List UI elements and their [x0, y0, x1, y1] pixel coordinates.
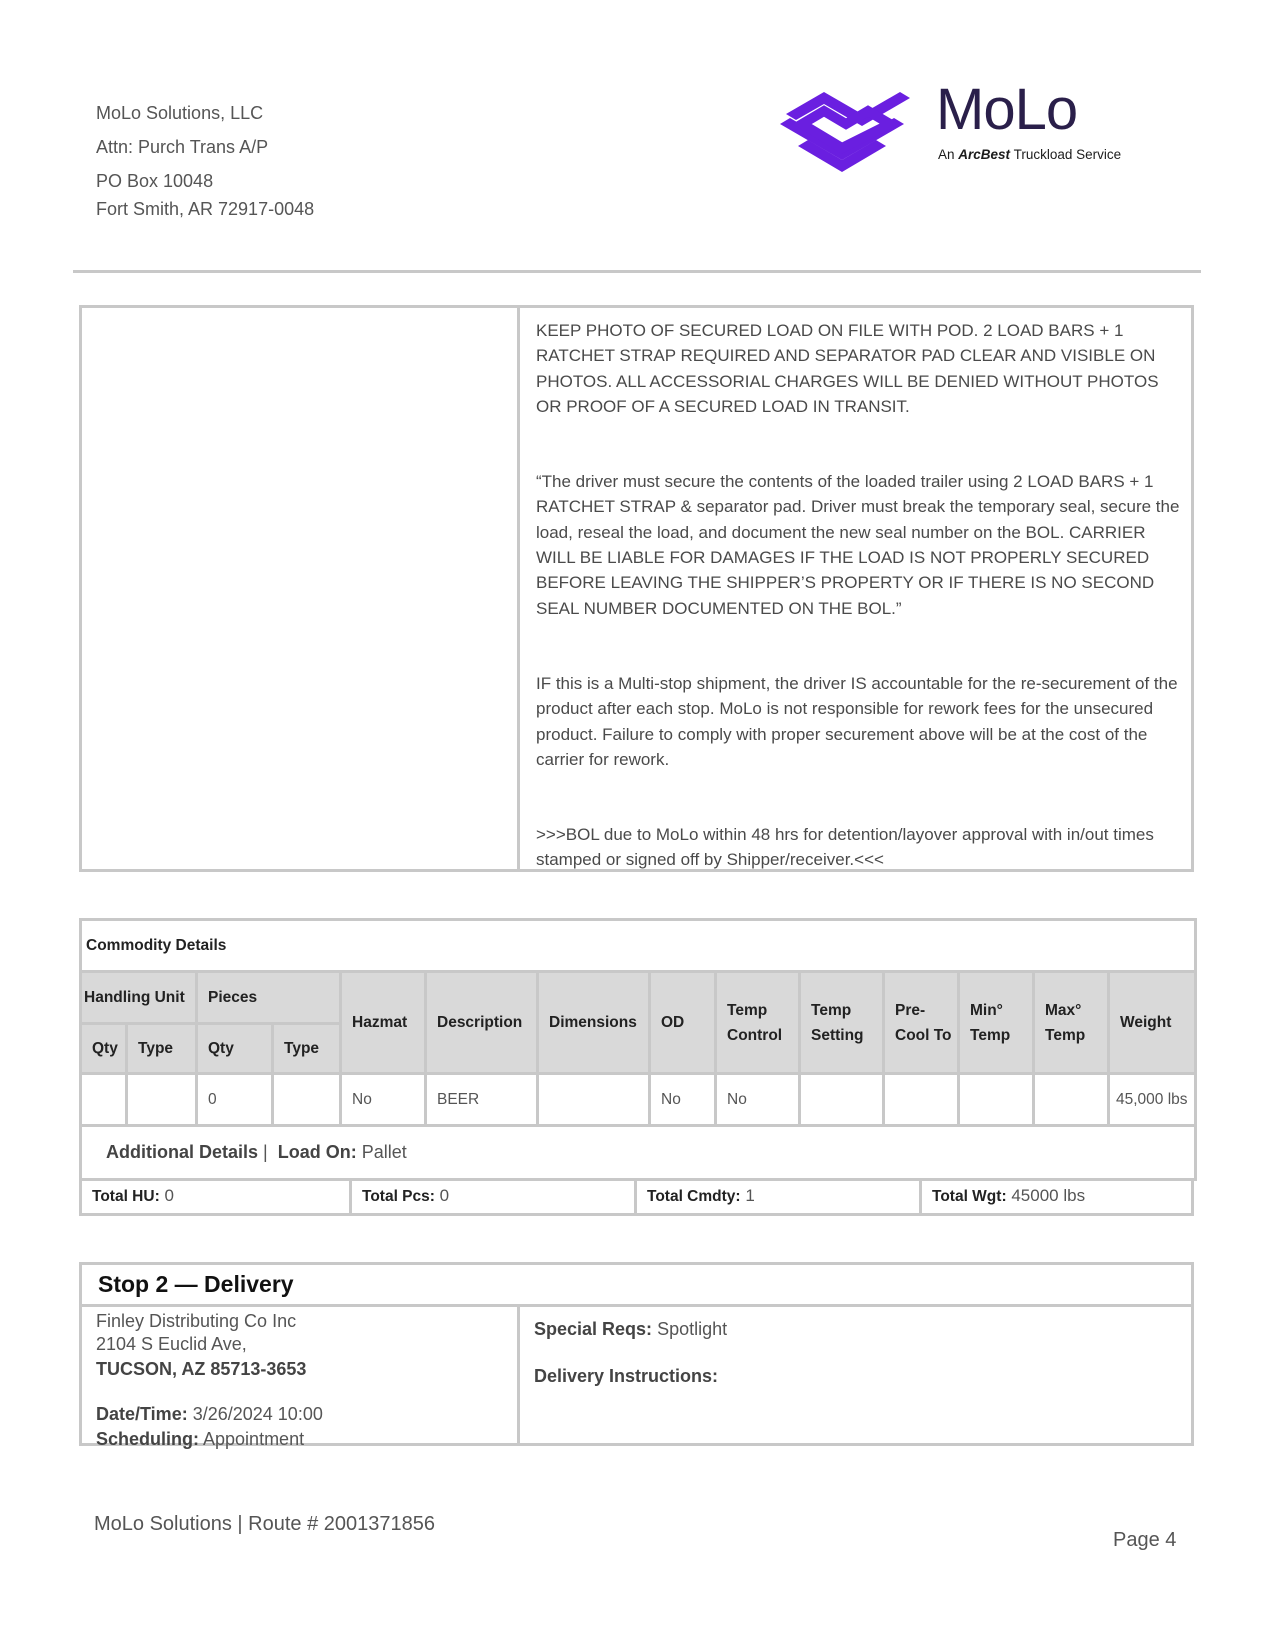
stop-title: Stop 2 — Delivery	[98, 1271, 294, 1297]
logo-tagline-suffix: Truckload Service	[1013, 147, 1122, 162]
address-line: Fort Smith, AR 72917-0048	[96, 199, 315, 219]
total-wgt	[919, 1181, 1191, 1213]
cell-od: No	[650, 1074, 716, 1126]
stop-city-state-zip: TUCSON, AZ 85713-3653	[96, 1359, 307, 1379]
col-header-temp-control: Temp Control	[716, 972, 800, 1074]
cell-pre-cool-to	[884, 1074, 959, 1126]
cell-pcs-type	[273, 1074, 341, 1126]
delivery-instructions-label: Delivery Instructions:	[534, 1366, 719, 1386]
total-pcs-label: Total Pcs:	[362, 1188, 435, 1205]
carrier-notes-box	[79, 305, 1194, 872]
stop-datetime	[96, 1403, 323, 1426]
stop-divider	[82, 1304, 1191, 1307]
notes-paragraph: >>>BOL due to MoLo within 48 hrs for detention/layover approval with in/out times stamped or signed off by Shipper/receiver.<<<	[536, 825, 1154, 870]
cell-min-temp	[959, 1074, 1034, 1126]
col-header-pcs-type: Type	[273, 1024, 341, 1074]
cell-weight: 45,000 lbs	[1109, 1074, 1196, 1126]
col-header-pre-cool-to: Pre-Cool To	[884, 972, 959, 1074]
notes-paragraph: IF this is a Multi-stop shipment, the driver IS accountable for the re-securement of the product after each stop. MoLo is not responsible for rework fees for the unsecured product. Failure to comply with proper securement above will be at the cost of the carrier for rework.	[536, 673, 1178, 769]
total-hu-value: 0	[164, 1186, 174, 1205]
separator: |	[263, 1142, 268, 1162]
notes-paragraph: “The driver must secure the contents of the loaded trailer using 2 LOAD BARS + 1 RATCHET STRAP & separator pad. Driver must break the temporary seal, secure the load, reseal the load, and document the new seal number on the BOL. CARRIER WILL BE LIABLE FOR DAMAGES IF THE LOAD IS NOT PROPERLY SECURED BEFORE LEAVING THE SHIPPER’S PROPERTY OR IF THERE IS NO SECOND SEAL NUMBER DOCUMENTED ON THE BOL.”	[536, 472, 1180, 618]
special-reqs-value: Spotlight	[657, 1319, 728, 1339]
total-cmdty-label: Total Cmdty:	[647, 1188, 741, 1205]
special-reqs	[534, 1319, 727, 1340]
col-header-max-temp: Max° Temp	[1034, 972, 1109, 1074]
col-header-hu-type: Type	[127, 1024, 197, 1074]
address-line: Attn: Purch Trans A/P	[96, 137, 269, 157]
stop-datetime-value: 3/26/2024 10:00	[192, 1404, 323, 1424]
notes-column-divider	[517, 308, 520, 869]
additional-details	[81, 1126, 1196, 1180]
stop-requirements	[534, 1319, 727, 1387]
logo-tagline-brand: ArcBest	[958, 147, 1011, 162]
notes-text	[536, 318, 1181, 873]
table-row	[81, 1074, 1196, 1126]
stop-datetime-label: Date/Time:	[96, 1404, 188, 1424]
col-header-weight: Weight	[1109, 972, 1196, 1074]
logo-wordmark: MoLo	[936, 77, 1078, 142]
stop-address	[96, 1310, 323, 1451]
col-header-handling-unit: Handling Unit	[81, 972, 197, 1024]
commodity-table	[79, 918, 1197, 1181]
cell-temp-control: No	[716, 1074, 800, 1126]
header-divider	[73, 270, 1201, 273]
company-logo	[778, 77, 1178, 176]
cell-max-temp	[1034, 1074, 1109, 1126]
stop-scheduling	[96, 1428, 323, 1451]
load-on-label: Load On:	[277, 1142, 357, 1162]
col-header-pieces: Pieces	[197, 972, 341, 1024]
notes-paragraph: KEEP PHOTO OF SECURED LOAD ON FILE WITH POD. 2 LOAD BARS + 1 RATCHET STRAP REQUIRED AND SEPARATOR PAD CLEAR AND VISIBLE ON PHOTOS. ALL ACCESSORIAL CHARGES WILL BE DENIED WITHOUT PHOTOS OR PROOF OF A SECURED LOAD IN TRANSIT.	[536, 321, 1159, 416]
stop-column-divider	[517, 1307, 520, 1446]
stop-box	[79, 1262, 1194, 1449]
footer-route: MoLo Solutions | Route # 2001371856	[94, 1513, 436, 1535]
col-header-od: OD	[650, 972, 716, 1074]
cell-dimensions	[538, 1074, 650, 1126]
load-on-value: Pallet	[361, 1142, 407, 1162]
address-line: PO Box 10048	[96, 171, 214, 191]
stop-company: Finley Distributing Co Inc	[96, 1311, 297, 1331]
col-header-description: Description	[426, 972, 538, 1074]
total-pcs	[349, 1181, 634, 1213]
col-header-pcs-qty: Qty	[197, 1024, 273, 1074]
commodity-title: Commodity Details	[81, 920, 1196, 972]
molo-chevron-logo-icon	[778, 84, 918, 176]
cell-pcs-qty: 0	[197, 1074, 273, 1126]
total-cmdty-value: 1	[745, 1186, 755, 1205]
total-wgt-value: 45000 lbs	[1011, 1186, 1086, 1205]
col-header-dimensions: Dimensions	[538, 972, 650, 1074]
total-hu-label: Total HU:	[92, 1188, 160, 1205]
cell-description: BEER	[426, 1074, 538, 1126]
stop-scheduling-label: Scheduling:	[96, 1429, 199, 1449]
stop-scheduling-value: Appointment	[203, 1429, 305, 1449]
total-hu	[82, 1181, 349, 1213]
col-header-hu-qty: Qty	[81, 1024, 127, 1074]
cell-hu-qty	[81, 1074, 127, 1126]
cell-temp-setting	[800, 1074, 884, 1126]
stop-street: 2104 S Euclid Ave,	[96, 1334, 247, 1354]
address-line: MoLo Solutions, LLC	[96, 103, 264, 123]
col-header-hazmat: Hazmat	[341, 972, 426, 1074]
logo-tagline	[938, 147, 1121, 162]
total-wgt-label: Total Wgt:	[932, 1188, 1007, 1205]
additional-details-label: Additional Details	[106, 1142, 259, 1162]
col-header-temp-setting: Temp Setting	[800, 972, 884, 1074]
special-reqs-label: Special Reqs:	[534, 1319, 653, 1339]
commodity-totals	[79, 1181, 1194, 1216]
col-header-min-temp: Min° Temp	[959, 972, 1034, 1074]
logo-tagline-prefix: An	[938, 147, 955, 162]
cell-hu-type	[127, 1074, 197, 1126]
total-cmdty	[634, 1181, 919, 1213]
total-pcs-value: 0	[439, 1186, 450, 1205]
page-number: Page 4	[1113, 1529, 1177, 1551]
cell-hazmat: No	[341, 1074, 426, 1126]
